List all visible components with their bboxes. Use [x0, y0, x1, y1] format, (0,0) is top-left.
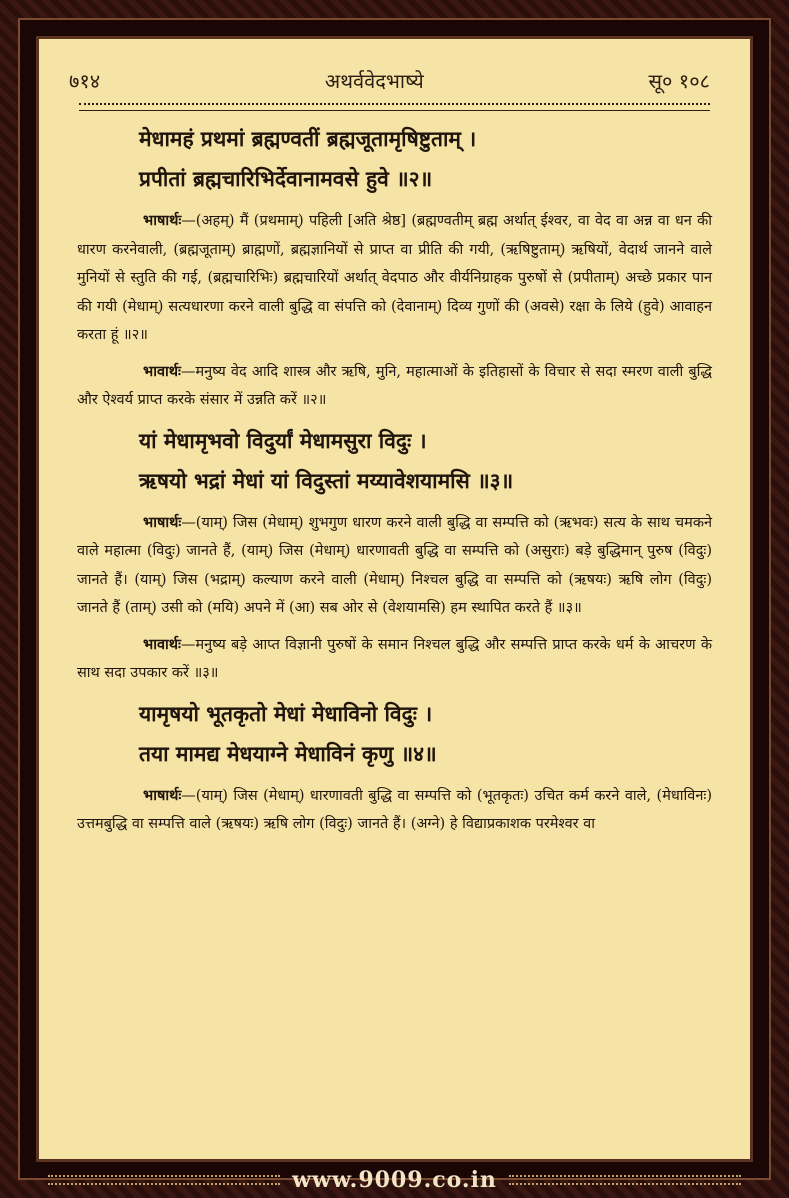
mantra-line: ऋषयो भद्रां मेधां यां विदुस्तां मय्यावेशयामसि ॥३॥ — [139, 467, 514, 493]
commentary-paragraph — [77, 509, 712, 623]
commentary-paragraph — [77, 207, 712, 350]
mantra-line: प्रपीतां ब्रह्मचारिभिर्देवानामवसे हुवे ॥२॥ — [139, 166, 433, 191]
paragraph-text: —(याम्) जिस (मेधाम्) धारणावती बुद्धि वा सम्पत्ति को (भूतकृतः) उचित कर्म करने वाले, (मेधाविनः) उत्तमबुद्धि वा सम्पत्ति वाले (ऋषयः) ऋषि लोग (विदुः) जानते हैं। (अग्ने) हे विद्याप्रकाशक परमेश्वर वा — [77, 787, 712, 832]
page-footer — [36, 1162, 753, 1198]
commentary-paragraph — [77, 358, 712, 415]
mantra-line: मेधामहं प्रथमां ब्रह्मण्वतीं ब्रह्मजूतामृषिष्टुताम् । — [139, 126, 477, 151]
sukta-number: सू० १०८ — [648, 68, 710, 93]
paragraph-label: भावार्थः — [143, 362, 181, 380]
mantra-line: तया मामद्य मेधयाग्ने मेधाविनं कृणु ॥४॥ — [139, 740, 437, 766]
paragraph-label: भाषार्थः — [143, 212, 182, 229]
commentary-paragraph — [77, 782, 712, 839]
footer-ornament-right — [509, 1175, 741, 1185]
footer-url: www.9009.co.in — [292, 1167, 497, 1193]
page-header — [69, 65, 710, 95]
paragraph-text: —मनुष्य वेद आदि शास्त्र और ऋषि, मुनि, महात्माओं के इतिहासों के विचार से सदा स्मरण वाली बुद्धि और ऐश्वर्य प्राप्त करके संसार में उन्नति करें ॥२॥ — [77, 363, 712, 408]
paragraph-label: भावार्थः — [143, 635, 181, 653]
page-title: अथर्ववेदभाष्ये — [324, 68, 424, 93]
scanned-page — [36, 36, 753, 1162]
commentary-paragraph — [77, 631, 712, 688]
mantra-line: यामृषयो भूतकृतो मेधां मेधाविनो विदुः । — [139, 700, 433, 726]
page-number: ७१४ — [69, 68, 101, 93]
paragraph-text: —मनुष्य बड़े आप्त विज्ञानी पुरुषों के समान निश्चल बुद्धि और सम्पत्ति प्राप्त करके धर्म के आचरण के साथ सदा उपकार करें ॥३॥ — [77, 636, 712, 681]
paragraph-label: भाषार्थः — [143, 513, 182, 531]
footer-ornament-left — [48, 1175, 280, 1185]
header-rule — [79, 103, 710, 111]
paragraph-text: —(याम्) जिस (मेधाम्) शुभगुण धारण करने वाली बुद्धि वा सम्पत्ति को (ऋभवः) सत्य के साथ चमकने वाले महात्मा (विदुः) जानते हैं, (याम्) जिस (मेधाम्) धारणावती बुद्धि वा सम्पत्ति को (असुराः) बड़े बुद्धिमान् पुरुष (विदुः) जानते हैं। (याम्) जिस (भद्राम्) कल्याण करने वाली (मेधाम्) निश्चल बुद्धि वा सम्पत्ति को (ऋषयः) ऋषि लोग (विदुः) जानते हैं (ताम्) उसी को (मयि) अपने में (आ) सब ओर से (वेशयामसि) हम स्थापित करते हैं ॥३॥ — [77, 514, 712, 616]
paragraph-text: —(अहम्) मैं (प्रथमाम्) पहिली [अति श्रेष्ठ] (ब्रह्मण्वतीम् ब्रह्म अर्थात् ईश्वर, वा वेद वा अन्न वा धन की धारण करनेवाली, (ब्रह्मजूताम्) ब्राह्मणों, ब्रह्मज्ञानियों से प्राप्त वा प्रीति की गयी, (ऋषिष्टुताम्) ऋषियों, वेदार्थ जानने वाले मुनियों से स्तुति की गई, (ब्रह्मचारिभिः) ब्रह्मचारियों अर्थात् वेदपाठ और वीर्यनिग्राहक पुरुषों से (प्रपीताम्) अच्छे प्रकार पान की गयी (मेधाम्) सत्यधारणा करने वाली बुद्धि वा संपत्ति को (देवानाम्) दिव्य गुणों की (अवसे) रक्षा के लिये (हुवे) आवाहन करता हूं ॥२॥ — [77, 213, 712, 343]
page-content — [77, 119, 712, 1115]
mantra-line: यां मेधामृभवो विदुर्यां मेधामसुरा विदुः । — [139, 427, 427, 453]
paragraph-label: भाषार्थः — [143, 786, 182, 804]
